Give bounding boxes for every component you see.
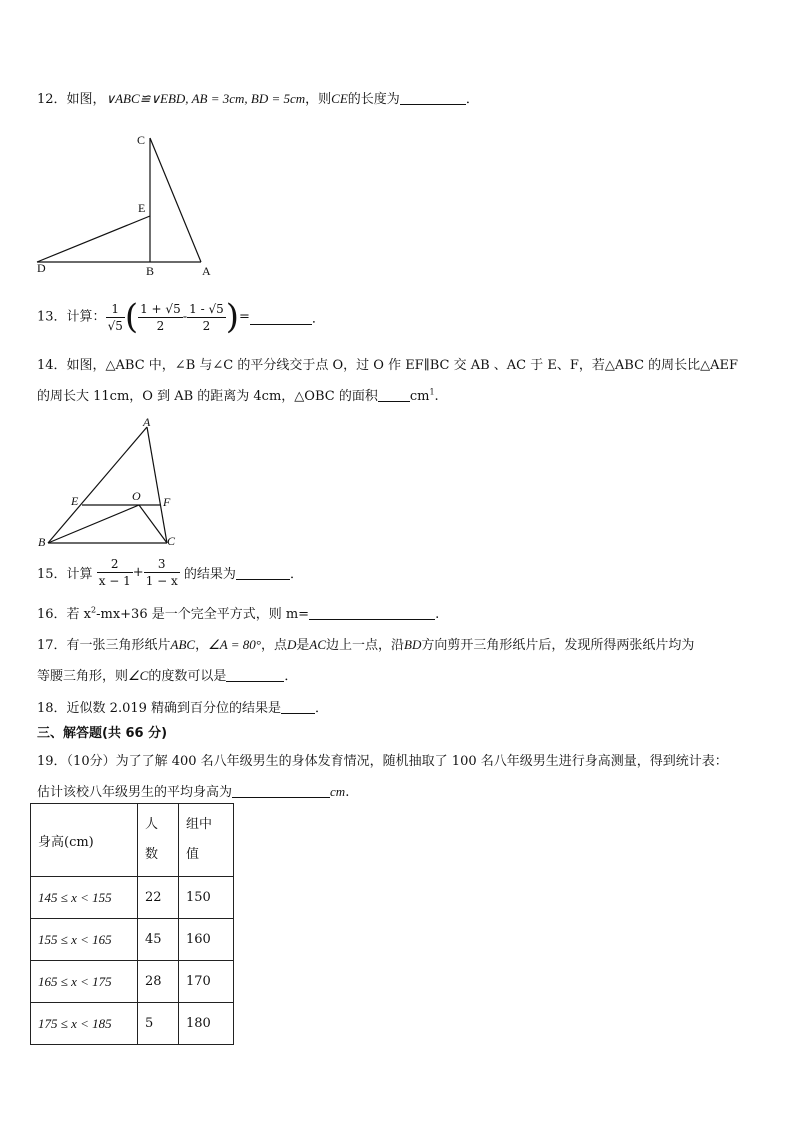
q12-label-e: E xyxy=(138,201,146,215)
q17-text-a: 17．有一张三角形纸片 xyxy=(37,638,171,653)
q13-frac1-den: √5 xyxy=(107,318,123,333)
q19-line-2 xyxy=(37,781,349,800)
q14-label-a: A xyxy=(143,415,151,429)
q12-answer-blank[interactable] xyxy=(400,90,466,105)
q16-text-b: -mx+36 是一个完全平方式，则 m= xyxy=(96,607,310,622)
row-4-range: 175 ≤ x < 185 xyxy=(31,1003,138,1045)
q12-segment-de xyxy=(37,216,150,262)
q13-number: 13． xyxy=(37,309,67,325)
q17-text-b: ， xyxy=(195,638,209,653)
q17-text-d: 是 xyxy=(296,638,310,653)
q13-fraction-3 xyxy=(187,301,226,334)
q14-line-2-text: 的周长大 11cm，O 到 AB 的距离为 4cm，△OBC 的面积 xyxy=(37,389,378,404)
q12-number: 12． xyxy=(37,92,67,107)
table-row xyxy=(31,919,234,961)
q19-unit: cm xyxy=(330,784,346,799)
header-count-2: 数 xyxy=(145,847,159,862)
q12-mid: ，则 xyxy=(305,92,332,107)
q13-frac3-den: 2 xyxy=(202,318,211,333)
q15-fraction-2 xyxy=(144,556,180,589)
q14-unit: cm xyxy=(409,389,430,404)
q19-statistics-table xyxy=(30,803,234,1045)
q19-line-2-text: 估计该校八年级男生的平均身高为 xyxy=(37,785,233,800)
q17-line-2 xyxy=(37,665,297,684)
header-mid-1: 组中 xyxy=(186,817,213,832)
header-mid xyxy=(179,804,234,877)
q13-minus: - xyxy=(182,309,188,325)
q19-line-1: 19．（10分）为了了解 400 名八年级男生的身体发育情况，随机抽取了 100 名八年级男生进行身高测量，得到统计表： xyxy=(37,754,728,769)
table-row xyxy=(31,877,234,919)
q15-frac2-num: 3 xyxy=(144,556,180,573)
q16-sup: 2 xyxy=(91,605,97,615)
row-1-mid: 150 xyxy=(179,877,234,919)
q17-text-c: ，点 xyxy=(260,638,287,653)
q16-answer-blank[interactable] xyxy=(309,605,435,620)
q12-label-b: B xyxy=(146,264,155,278)
q12-formula: ∨ABC≌∨EBD, AB = 3cm, BD = 5cm xyxy=(105,91,306,106)
table-row xyxy=(31,1003,234,1045)
q12-label-c: C xyxy=(137,133,146,147)
row-1-count: 22 xyxy=(138,877,179,919)
q13-frac2-den: 2 xyxy=(156,318,165,333)
q17-ac: AC xyxy=(309,637,327,652)
q17-line-2-b: 的度数可以是 xyxy=(148,669,227,684)
q14-figure xyxy=(34,415,194,551)
row-3-range: 165 ≤ x < 175 xyxy=(31,961,138,1003)
q17-abc: ABC xyxy=(170,637,196,652)
q14-line-2 xyxy=(37,385,439,404)
question-12 xyxy=(37,88,479,107)
row-1-range: 145 ≤ x < 155 xyxy=(31,877,138,919)
q13-frac1-num: 1 xyxy=(106,301,125,318)
q17-end: ． xyxy=(284,669,298,684)
q13-frac3-num: 1 - √5 xyxy=(189,301,224,316)
q15-frac1-den: x − 1 xyxy=(98,574,131,588)
q15-suffix: 的结果为 xyxy=(183,567,236,582)
row-3-mid: 170 xyxy=(179,961,234,1003)
q14-unit-sup: 1 xyxy=(429,387,435,397)
q17-text-f: 方向剪开三角形纸片后，发现所得两张纸片均为 xyxy=(421,638,695,653)
q12-label-d: D xyxy=(37,261,46,275)
q17-text-e: 边上一点，沿 xyxy=(326,638,405,653)
q14-segment-ab xyxy=(48,427,147,543)
q14-answer-blank[interactable] xyxy=(378,387,410,402)
q15-end: ． xyxy=(289,567,303,582)
table-header-row xyxy=(31,804,234,877)
q17-bd: BD xyxy=(404,637,422,652)
row-2-mid: 160 xyxy=(179,919,234,961)
header-height: 身高(cm) xyxy=(31,804,138,877)
q13-answer-blank[interactable] xyxy=(250,310,312,325)
q16-text-a: 16．若 x xyxy=(37,607,92,622)
row-4-count: 5 xyxy=(138,1003,179,1045)
q15-number: 15．计算 xyxy=(37,567,93,582)
row-4-mid: 180 xyxy=(179,1003,234,1045)
q13-paren-right: ) xyxy=(225,297,239,337)
q15-fraction-1 xyxy=(97,556,133,589)
q13-fraction-1 xyxy=(106,301,125,334)
q15-plus: + xyxy=(132,565,144,580)
q12-ce: CE xyxy=(331,91,348,106)
question-13 xyxy=(37,297,325,337)
q15-frac1-num: 2 xyxy=(97,556,133,573)
q12-end: ． xyxy=(465,92,479,107)
q15-answer-blank[interactable] xyxy=(236,565,290,580)
q14-label-e: E xyxy=(71,494,79,508)
row-2-range: 155 ≤ x < 165 xyxy=(31,919,138,961)
row-3-count: 28 xyxy=(138,961,179,1003)
q14-line-1: 14．如图，△ABC 中，∠B 与∠C 的平分线交于点 O，过 O 作 EF∥BC 交 AB 、AC 于 E、F，若△ABC 的周长比△AEF xyxy=(37,358,739,373)
question-16 xyxy=(37,603,439,622)
q12-figure xyxy=(30,128,230,280)
q13-fraction-2 xyxy=(138,301,183,334)
header-count xyxy=(138,804,179,877)
q12-segment-ca xyxy=(150,138,201,262)
q19-end: . xyxy=(345,785,350,800)
q14-label-b: B xyxy=(38,535,46,549)
q17-line-2-a: 等腰三角形，则 xyxy=(37,669,129,684)
q18-text: 18．近似数 2.019 精确到百分位的结果是 xyxy=(37,701,282,716)
q13-end: ． xyxy=(311,311,325,327)
q12-suffix: 的长度为 xyxy=(347,92,400,107)
header-count-1: 人 xyxy=(145,817,159,832)
q14-segment-ac xyxy=(147,427,167,543)
section-3-title: 三、解答题(共 66 分) xyxy=(37,726,168,741)
q17-angle-a: ∠A = 80° xyxy=(208,637,261,652)
q17-answer-blank[interactable] xyxy=(226,667,284,682)
row-2-count: 45 xyxy=(138,919,179,961)
table-row xyxy=(31,961,234,1003)
header-mid-2: 值 xyxy=(186,847,200,862)
question-15 xyxy=(37,556,303,589)
q12-label-a: A xyxy=(202,264,211,278)
q14-label-o: O xyxy=(132,489,141,503)
q13-frac2-num: 1 + √5 xyxy=(140,301,181,316)
q17-angle-c: ∠C xyxy=(128,668,149,683)
q15-frac2-den: 1 − x xyxy=(145,574,178,588)
q18-end: ． xyxy=(315,701,329,716)
q14-end: . xyxy=(434,389,439,404)
q18-answer-blank[interactable] xyxy=(281,699,315,714)
q13-equals: = xyxy=(239,309,250,325)
q17-d: D xyxy=(286,637,297,652)
q14-label-f: F xyxy=(163,495,171,509)
question-18 xyxy=(37,697,328,716)
q14-segment-co xyxy=(139,505,167,543)
q13-text: 计算： xyxy=(66,309,106,325)
q19-answer-blank[interactable] xyxy=(232,783,330,798)
q17-line-1 xyxy=(37,634,694,653)
q14-label-c: C xyxy=(167,534,176,548)
q14-segment-bo xyxy=(48,505,139,543)
q12-prefix: 如图， xyxy=(66,92,106,107)
q13-paren-left: ( xyxy=(124,297,139,337)
q16-end: . xyxy=(435,607,440,622)
